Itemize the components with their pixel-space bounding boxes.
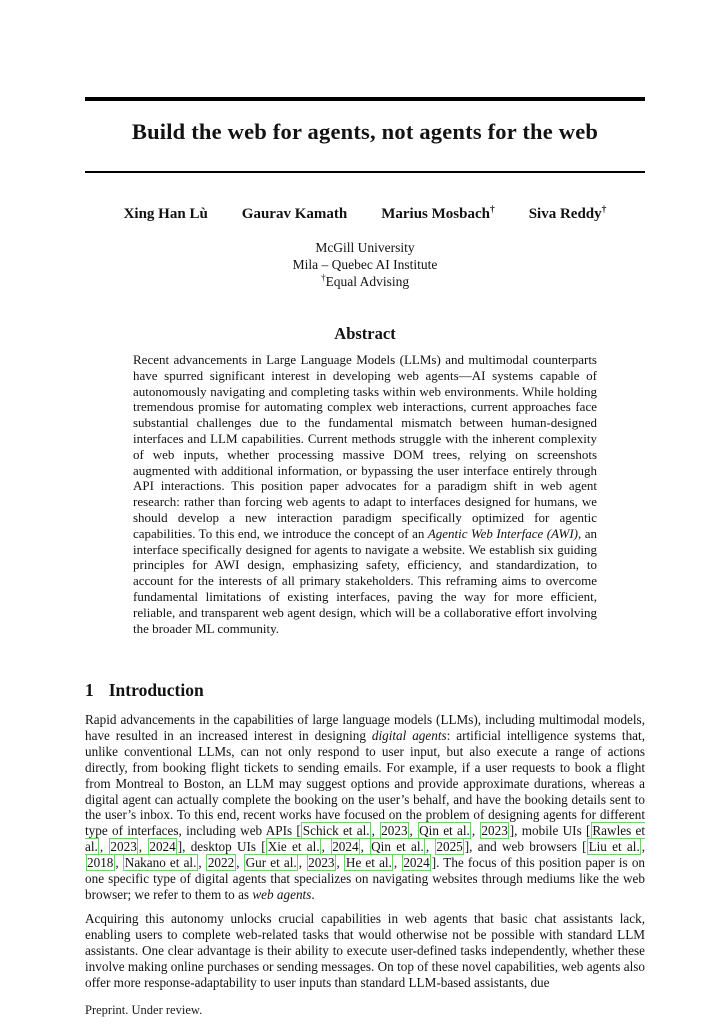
text-run: , an interface specifically designed for agents to navigate a website. We establish six guiding principles for AWI design, emphasizing safety, efficiency, and standardization, to account for the interests of all primary stakeholders. This reframing aims to overcome fundamental limitations of existing interfaces, paving the way for more efficient, reliable, and transparent web agent design, which will be a collaborative effort involving the broader ML community. — [133, 525, 597, 636]
text-run: Acquiring this autonomy unlocks crucial capabilities in web agents that basic chat assistants lack, enabling users to complete web-related tasks that would otherwise not be possible with standard LLM assistants. One clear advantage is their ability to execute user-defined tasks independently, whether these involve making online purchases or sending messages. On top of these novel capabilities, web agents also offer more response-adaptability to user inputs than standard LLM-based assistants, due — [85, 910, 645, 990]
text-run: Rapid advancements in the capabilities of large language models (LLMs), including multimodal models, have resulted in an increased interest in designing — [85, 712, 645, 743]
citation-link[interactable]: 2024 — [403, 855, 430, 871]
text-run: , — [115, 855, 123, 871]
citation-link[interactable]: 2022 — [207, 855, 235, 871]
italic-term: Agentic Web Interface (AWI) — [427, 525, 579, 541]
author-affiliation-marker: † — [601, 205, 607, 215]
dagger-marker: † — [320, 273, 326, 284]
text-run: , — [198, 855, 206, 871]
text-run: ], desktop UIs [ — [177, 839, 266, 855]
text-run: , — [471, 823, 480, 839]
text-run: , — [336, 855, 344, 871]
paragraph — [85, 911, 645, 991]
text-run: , — [371, 823, 380, 839]
top-rule — [85, 97, 645, 101]
text-run: , — [425, 839, 435, 855]
text-run: , — [99, 839, 109, 855]
citation-link[interactable]: 2023 — [481, 823, 508, 839]
citation-link[interactable]: 2018 — [87, 855, 114, 871]
author-name — [529, 206, 607, 223]
citation-link[interactable]: Rawles et al. — [85, 823, 646, 855]
footnote-preprint: Preprint. Under review. — [85, 1003, 203, 1017]
author-name — [124, 206, 208, 223]
equal-advising-note — [85, 273, 645, 290]
text-run: , — [321, 839, 331, 855]
citation-link[interactable]: 2024 — [149, 839, 176, 855]
citation-link[interactable]: 2023 — [381, 823, 408, 839]
text-run: ], and web browsers [ — [464, 839, 587, 855]
text-run: ]. The focus of this position paper is on one specific type of digital agents that specializes on navigating websites through mediums like the web browser; we refer to them to as — [85, 855, 646, 902]
italic-term: web agents — [252, 886, 312, 902]
citation-link[interactable]: Schick et al. — [302, 823, 370, 839]
text-run: , — [641, 839, 646, 855]
section-body — [85, 712, 645, 998]
citation-link[interactable]: Qin et al. — [419, 823, 470, 839]
author-name — [381, 206, 495, 223]
citation-link[interactable]: He et al. — [345, 855, 392, 871]
text-run: , — [236, 855, 244, 871]
citation-link[interactable]: Gur et al. — [245, 855, 297, 871]
abstract-heading: Abstract — [334, 324, 396, 343]
affiliation-line: Mila – Quebec AI Institute — [292, 257, 438, 272]
text-run: : artificial intelligence systems that, unlike conventional LLMs, can not only respond to user input, but also execute a range of actions directly, from booking flight tickets to sending emails. For example, if a user requests to book a flight from Montreal to Boston, an LLM may suggest options and provide approximate durations, whereas a digital agent can actually complete the booking on the user’s behalf, and have the booking details sent to the user’s inbox. To this end, recent works have focused on the problem of designing agents for different type of interfaces, including web APIs [ — [85, 727, 645, 839]
section-heading-introduction — [85, 680, 645, 701]
italic-term: digital agents — [371, 727, 447, 743]
paragraph — [85, 712, 645, 903]
citation-link[interactable]: 2024 — [332, 839, 359, 855]
citation-link[interactable]: Xie et al. — [267, 839, 320, 855]
affiliation-line: McGill University — [315, 240, 415, 255]
text-run: , — [138, 839, 148, 855]
author-name-text: Gaurav Kamath — [241, 206, 348, 222]
text-run: , — [393, 855, 402, 871]
text-run: , — [409, 823, 418, 839]
text-run: ], mobile UIs [ — [509, 823, 591, 839]
author-row — [85, 206, 645, 223]
citation-link[interactable]: 2023 — [308, 855, 335, 871]
author-affiliation-marker: † — [489, 205, 495, 215]
equal-advising-text: Equal Advising — [325, 274, 410, 289]
author-name — [242, 206, 347, 223]
text-run: Recent advancements in Large Language Models (LLMs) and multimodal counterparts have spurred significant interest in developing web agents—AI systems capable of autonomously navigating and completing tasks within web environments. While holding tremendous promise for automating complex web interactions, current approaches face substantial challenges due to the fundamental mismatch between human-designed interfaces and LLM capabilities. Current methods struggle with the inherent complexity of web inputs, whether processing massive DOM trees, relying on screenshots augmented with additional information, or bypassing the user interface entirely through API interactions. This position paper advocates for a paradigm shift in web agent research: rather than forcing web agents to adapt to interfaces designed for humans, we should develop a new interaction paradigm specifically optimized for agentic capabilities. To this end, we introduce the concept of an — [133, 352, 597, 541]
section-number: 1 — [85, 680, 94, 700]
section-title: Introduction — [108, 680, 204, 700]
citation-link[interactable]: Nakano et al. — [124, 855, 197, 871]
author-name-text: Marius Mosbach — [381, 206, 490, 222]
citation-link[interactable]: 2023 — [110, 839, 137, 855]
citation-link[interactable]: Liu et al. — [588, 839, 640, 855]
affiliation-block — [85, 239, 645, 290]
text-run: , — [298, 855, 307, 871]
citation-link[interactable]: 2025 — [436, 839, 463, 855]
citation-link[interactable]: Qin et al. — [371, 839, 424, 855]
title-rule — [85, 171, 645, 173]
text-run: . — [311, 886, 315, 902]
abstract-text — [133, 352, 597, 636]
author-name-text: Siva Reddy — [528, 206, 602, 222]
text-run: , — [360, 839, 370, 855]
author-name-text: Xing Han Lù — [123, 206, 208, 222]
paper-title: Build the web for agents, not agents for the web — [131, 119, 599, 144]
